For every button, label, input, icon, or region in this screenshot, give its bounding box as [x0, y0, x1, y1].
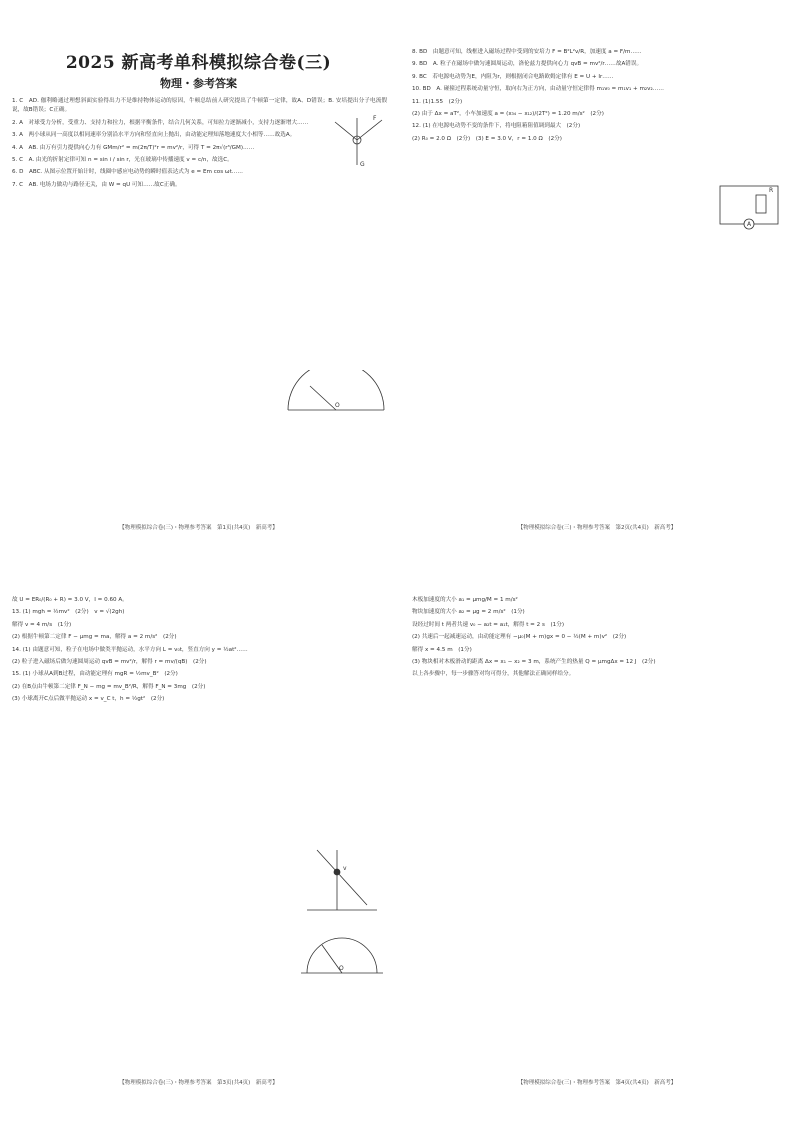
- svg-text:R: R: [769, 187, 774, 194]
- answer-block: 木板加速度的大小 a₁ = μmg/M = 1 m/s²: [412, 597, 518, 603]
- answer-block: 5. C A. 由光的折射定律可知 n = sin i / sin r，光在玻璃中传播速度 v = c/n，故选C。: [12, 157, 233, 164]
- circuit-diagram: [714, 180, 784, 230]
- svg-text:F: F: [373, 115, 377, 122]
- svg-text:A: A: [747, 221, 752, 228]
- page-footer: 【物理模拟综合卷(三)・物理参考答案 第2页(共4页) 新高考】: [517, 525, 677, 531]
- answer-page-3: [2, 590, 395, 1090]
- answer-block: 11. (1)1.55 (2分): [412, 98, 463, 105]
- answer-block: 2. A 对球受力分析，受重力、支持力和拉力，根据平衡条件，结合几何关系，可知拉力逐渐减小，支持力逐渐增大……: [12, 119, 309, 126]
- answer-block: 解得 x = 4.5 m (1分): [412, 646, 472, 653]
- answer-block: (3) 小球离开C点后做平抛运动 x = v_C t，h = ½gt² (2分): [12, 696, 165, 703]
- answer-block: 6. D ABC. 从图示位置开始计时，线圈中感应电动势的瞬时值表达式为 e = Em cos ωt……: [12, 169, 243, 176]
- answer-page-1: [2, 40, 395, 535]
- answer-block: 设经过时间 t 两者共速 v₀ − a₂t = a₁t，解得 t = 2 s (1分): [412, 621, 564, 628]
- page-title: 2025 新高考单科模拟综合卷(三): [65, 53, 332, 73]
- answer-block: (3) 物块相对木板滑动的距离 Δx = x₁ − x₂ = 3 m，系统产生的热量 Q = μmgΔx = 12 J (2分): [412, 659, 656, 666]
- semicircle-track-diagram: [297, 925, 387, 980]
- answer-block: (2) R₀ = 2.0 Ω (2分) (3) E = 3.0 V，r = 1.0 Ω (2分): [412, 135, 562, 142]
- page-footer: 【物理模拟综合卷(三)・物理参考答案 第4页(共4页) 新高考】: [517, 1080, 677, 1086]
- svg-text:G: G: [360, 161, 365, 168]
- incline-diagram: [297, 840, 387, 920]
- answer-block: 8. BD 由题意可知，线框进入磁场过程中受到的安培力 F = B²L²v/R，加速度 a = F/m……: [412, 49, 642, 55]
- answer-block: 14. (1) 由题意可知，粒子在电场中做类平抛运动，水平方向 L = v₀t，竖直方向 y = ½at²……: [12, 646, 248, 653]
- answer-block: 9. BD A. 粒子在磁场中做匀速圆周运动，洛伦兹力提供向心力 qvB = mv²/r……故A错误。: [412, 61, 643, 68]
- page-subtitle: 物理・参考答案: [160, 77, 237, 90]
- svg-text:O: O: [335, 402, 340, 409]
- answer-block: 15. (1) 小球从A到B过程，由动能定理有 mgR = ½mv_B² (2分): [12, 671, 178, 678]
- answer-block: 9. BC 若电源电动势为E，内阻为r，则根据闭合电路欧姆定律有 E = U + Ir……: [412, 73, 614, 80]
- answer-block: 1. C AD. 伽利略通过理想斜面实验得出力不是维持物体运动的原因，牛顿总结前人研究提出了牛顿第一定律，故A、D错误；B. 安培提出分子电流假说，故B错误；C正确。: [12, 98, 387, 114]
- answer-block: 3. A 两小球从同一高度以相同速率分别沿水平方向和竖直向上抛出，由动能定理知落地速度大小相等……故选A。: [12, 132, 296, 139]
- answer-page-4: [402, 590, 792, 1090]
- answer-block: 7. C AB. 电场力做功与路径无关，由 W = qU 可知……故C正确。: [12, 181, 181, 188]
- answer-page-2: [402, 40, 792, 535]
- answer-block: (2) 由于 Δx = aT²，小车加速度 a = (x₃₄ − x₁₂)/(2T²) = 1.20 m/s² (2分): [412, 111, 604, 118]
- answer-block: 13. (1) mgh = ½mv² (2分) v = √(2gh): [12, 609, 125, 616]
- answer-block: 解得 v = 4 m/s (1分): [12, 621, 72, 628]
- svg-text:O: O: [339, 965, 344, 972]
- page-footer: 【物理模拟综合卷(三)・物理参考答案 第1页(共4页) 新高考】: [119, 525, 278, 531]
- page-footer: 【物理模拟综合卷(三)・物理参考答案 第3页(共4页) 新高考】: [119, 1080, 278, 1086]
- answer-block: 物块加速度的大小 a₂ = μg = 2 m/s² (1分): [412, 609, 525, 616]
- answer-block: (2) 粒子进入磁场后做匀速圆周运动 qvB = mv²/r，解得 r = mv/(qB) (2分): [12, 659, 207, 666]
- answer-block: (2) 共速后一起减速运动，由动能定理有 −μ₀(M + m)gx = 0 − ½(M + m)v² (2分): [412, 634, 627, 641]
- answer-block: 10. BD A. 碰撞过程系统动量守恒，取向右为正方向，由动量守恒定律得 m₁v₀ = m₁v₁ + m₂v₂……: [412, 86, 664, 93]
- answer-block: (2) 在B点由牛顿第二定律 F_N − mg = mv_B²/R，解得 F_N = 3mg (2分): [12, 683, 206, 690]
- answer-block: 故 U = ER₀/(R₀ + R) = 3.0 V，I = 0.60 A。: [12, 597, 128, 603]
- semicircle-diagram: [280, 370, 390, 415]
- answer-block: 4. A AB. 由万有引力提供向心力有 GMm/r² = m(2π/T)²r = mv²/r，可得 T = 2π√(r³/GM)……: [12, 144, 255, 151]
- answer-block: 以上各步骤中，每一步骤答对均可得分，其他解法正确同样给分。: [412, 671, 575, 678]
- force-diagram: [327, 110, 387, 170]
- answer-block: (2) 根据牛顿第二定律 F − μmg = ma，解得 a = 2 m/s² (2分): [12, 634, 177, 641]
- answer-block: 12. (1) 在电源电动势不变的条件下，将电阻箱阻值调到最大 (2分): [412, 123, 581, 130]
- svg-text:v: v: [343, 865, 347, 872]
